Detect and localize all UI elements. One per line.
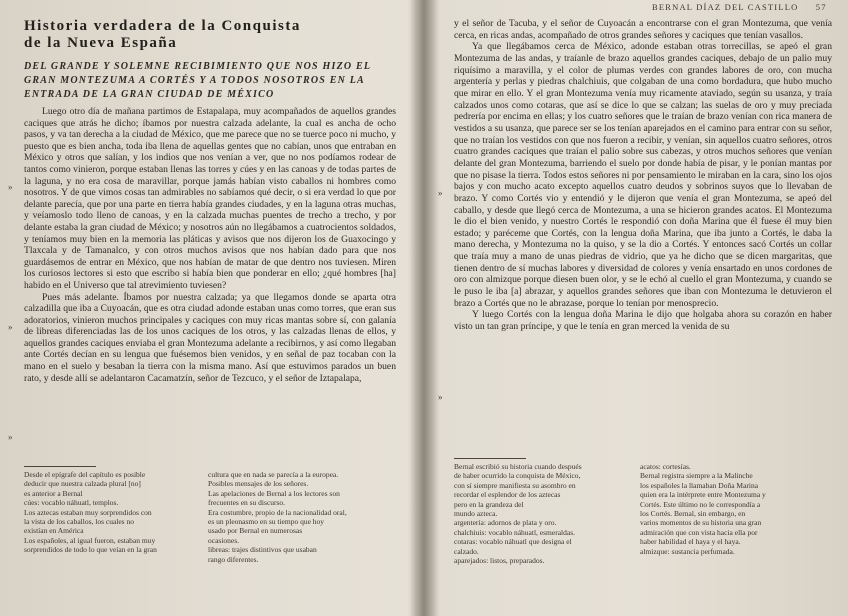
footnote-line: Desde el epígrafe del capítulo es posible bbox=[24, 470, 146, 479]
footnotes-column-1 bbox=[24, 470, 214, 555]
footnote-line: es un pleonasmo en su tiempo que hoy bbox=[208, 517, 325, 527]
margin-marker: » bbox=[8, 182, 13, 192]
footnote-rule bbox=[24, 466, 96, 467]
footnote-line: ocasiones. bbox=[208, 535, 240, 545]
footnote-line: Bernal escribió su historia cuando después bbox=[454, 462, 582, 471]
footnote-line: con sí siempre manifiesta su asombro en bbox=[454, 480, 576, 490]
margin-marker: » bbox=[8, 322, 13, 332]
footnote-line: de haber ocurrido la conquista de México, bbox=[454, 471, 581, 481]
footnotes-column-2 bbox=[208, 470, 398, 564]
footnote-line: Los españoles, al igual fueron, estaban muy bbox=[24, 535, 156, 545]
footnote-line: haber habilidad el haya y el haya. bbox=[640, 537, 741, 547]
footnote-line: almizque: sustancia perfumada. bbox=[640, 546, 735, 556]
footnote-line: existían en América bbox=[24, 526, 84, 536]
footnote-line: recordar el esplendor de los aztecas bbox=[454, 490, 561, 500]
running-head bbox=[652, 2, 832, 12]
book-gutter bbox=[410, 0, 438, 616]
footnote-line: Los aztecas estaban muy sorprendidos con bbox=[24, 507, 152, 517]
footnote-line: Bernal registra siempre a la Malinche bbox=[640, 471, 753, 481]
footnote-line: cultura que en nada se parecía a la europea. bbox=[208, 470, 339, 479]
footnote-line: es anterior a Bernal bbox=[24, 488, 83, 498]
right-body-text bbox=[454, 18, 832, 333]
paragraph: Luego otro día de mañana partimos de Estapalapa, muy acompañados de aquellos grandes caciques que atrás he dicho; íbamos por nuestra calzada adelante, la cual es ancha de ocho pasos, y va tan derecha a la ciudad de México, que me parece que no se tuerce poco ni mucho, y puesto que es bien ancha, toda iba llena de aquellas gentes que no cabían, unos que entraban en México y otros que salían, y los indios que nos venían a ver, que no nos podíamos rodear de tantos como vinieron, porque estaban llenas las torres y cúes y en las canoas y de todas partes de la laguna, y no era cosa de maravillar, porque jamás habían visto caballos ni hombres como nosotros. Y de que vimos cosas tan admirables no sabíamos qué decir, o si era verdad lo que por delante parecía, que por una parte en tierra había grandes ciudades, y en la laguna otras muchas, y veíamoslo todo lleno de canoas, y en la calzada muchas puentes de trecho a trecho, y por delante estaba la gran ciudad de México; y nosotros aún no llegábamos a cuatrocientos soldados, y teníamos muy bien en la memoria las pláticas y avisos que nos dijeron los de Guaxocingo y Tlaxcala y de Tamanalco, y con otros muchos avisos que nos habían dado para que nos guardásemos de entrar en México, que nos habían de matar de que dentro nos tuviesen. Miren los curiosos lectores si esto que escribo si había bien que ponderar en ello; ¿qué hombres [ha] habido en el Universo que tal atrevimiento tuviesen? bbox=[24, 106, 396, 291]
footnote-line: cúes: vocablo náhuatl, templos. bbox=[24, 498, 119, 508]
footnote-line: Las apelaciones de Bernal a los lectores son bbox=[208, 488, 340, 498]
footnote-line: rango diferentes. bbox=[208, 554, 259, 564]
footnote-line: varios momentos de su historia una gran bbox=[640, 518, 762, 528]
footnote-line: sorprendidos de todo lo que veían en la gran bbox=[24, 545, 157, 555]
footnote-line: la vista de los caballos, los cuales no bbox=[24, 517, 134, 527]
footnotes-column-2 bbox=[640, 462, 830, 556]
footnote-line: Posibles mensajes de los señores. bbox=[208, 479, 309, 489]
paragraph: Y luego Cortés con la lengua doña Marina le dijo que holgaba ahora su corazón en haber visto un tan gran príncipe, y que le tenía en gran merced la venida de su bbox=[454, 309, 832, 333]
subtitle-line: ENTRADA DE LA GRAN CIUDAD DE MÉXICO bbox=[24, 89, 275, 100]
footnote-line: cotaras: vocablo náhuatl que designa el bbox=[454, 537, 572, 547]
subtitle-line: GRAN MONTEZUMA A CORTÉS Y A TODOS NOSOTROS EN LA bbox=[24, 75, 365, 86]
footnote-line: admiración que con vista hacia ella por bbox=[640, 527, 758, 537]
footnote-line: aparejados: listos, preparados. bbox=[454, 556, 545, 566]
footnote-line: calzado. bbox=[454, 546, 479, 556]
footnote-line: usado por Bernal en numerosas bbox=[208, 526, 303, 536]
margin-marker: » bbox=[438, 392, 443, 402]
footnote-line: los españoles la llamaban Doña Marina bbox=[640, 480, 759, 490]
paragraph: Pues más adelante. Íbamos por nuestra calzada; ya que llegamos donde se aparta otra calzadilla que iba a Cuyoacán, que es otra ciudad adonde estaban unas como torres, que eran sus adoratorios, vinieron muchos principales y caciques con muy ricas mantas sobre sí, con galanía de libreas diferenciadas las de los unos caciques de los otros, y las calzadas llenas de ellos, y aquellos grandes caciques enviaba el gran Montezuma adelante a recibirnos, y así como llegaban ante Cortés decían en su lengua que fuésemos bien venidos, y en señal de paz tocaban con la mano en el suelo y besaban la tierra con la misma mano. Así que estuvimos parados un buen rato, y desde allí se adelantaron Cacamatzín, señor de Tezcuco, y el señor de Iztapalapa, bbox=[24, 291, 396, 384]
footnote-line: acatos: cortesías. bbox=[640, 462, 691, 471]
left-body-text bbox=[24, 106, 396, 384]
footnote-line: quien era la intérprete entre Montezuma y bbox=[640, 490, 766, 500]
paragraph: y el señor de Tacuba, y el señor de Cuyoacán a encontrarse con el gran Montezuma, que venía cerca, en ricas andas, acompañado de otros grandes señores y caciques que tenían vasallos. bbox=[454, 18, 832, 41]
subtitle-line: DEL GRANDE Y SOLEMNE RECIBIMIENTO QUE NOS HIZO EL bbox=[24, 61, 372, 72]
footnote-line: libreas: trajes distintivos que usaban bbox=[208, 545, 317, 555]
footnote-line: frecuentes en su discurso. bbox=[208, 498, 286, 508]
footnote-line: argentería: adornos de plata y oro. bbox=[454, 518, 557, 528]
footnote-line: chalchiuis: vocablo náhuatl, esmeraldas. bbox=[454, 527, 575, 537]
title-line: de la Nueva España bbox=[24, 35, 178, 51]
margin-marker: » bbox=[438, 188, 443, 198]
footnote-line: deducir que nuestra calzada plural [no] bbox=[24, 479, 141, 489]
footnote-line: Era costumbre, propio de la nacionalidad oral, bbox=[208, 507, 347, 517]
right-page bbox=[424, 0, 848, 616]
margin-marker: » bbox=[8, 432, 13, 442]
paragraph: Ya que llegábamos cerca de México, adonde estaban otras torrecillas, se apeó el gran Montezuma de las andas, y traíanle de brazo aquellos grandes caciques, debajo de un palio muy riquísimo a maravilla, y el color de plumas verdes con grandes labores de oro, con mucha argentería y perlas y piedras chalchiuis, que colgaban de una como bordadura, que hubo mucho que mirar en ello. Y el gran Montezuma venía muy ricamente ataviado, según su usanza, y traía calzados unos como cotaras, que así se dice lo que se calzan; las suelas de oro y muy preciada pedrería por encima en ellas; y los cuatro señores que le traían de brazo venían con rica manera de vestidos a su usanza, que parece ser se los tenían aparejados en el camino para entrar con su señor, que no traían los vestidos con que nos fueron a recibir, y venían, sin aquellos cuatro señores, otros cuatro grandes caciques que traían el palio sobre sus cabezas, y otros muchos señores que venían delante del gran Montezuma, barriendo el suelo por donde había de pisar, y le ponían mantas por que no pisase la tierra. Todos estos señores ni por pensamiento le miraban en la cara, sino los ojos bajos y con mucho acato excepto aquellos cuatro deudos y sobrinos suyos que lo llevaban de brazo. Y como Cortés vio y entendió y le dijeron que venía el gran Montezuma, se apeó del caballo, y desde que llegó cerca de Montezuma, a una se hicieron grandes acatos. El Montezuma le dio el bien venido, y nuestro Cortés le respondió con doña Marina que él fuese él muy bien estado; y paréceme que Cortés, con la lengua doña Marina, que iba junto a Cortés, le daba la mano derecha, y Montezuma no la quiso, y se la dio a Cortés. Y entonces sacó Cortés un collar que traía muy a mano de unas piedras de vidrio, que ya he dicho que se dicen margaritas, que tienen dentro de sí muchas labores y diversidad de colores y venía ensartado en unos cordones de oro con almizque porque diesen buen olor, y se le echó al cuello el gran Montezuma, y cuando se le puso le iba [a] abrazar, y aquellos grandes señores que iban con Montezuma le detuvieron el brazo a Cortés que no le abrazase, porque lo tenían por menosprecio. bbox=[454, 41, 832, 309]
chapter-title bbox=[24, 18, 384, 52]
footnote-line: pero en la grandeza del bbox=[454, 499, 524, 509]
page-number: 57 bbox=[815, 2, 827, 12]
footnote-line: mundo azteca. bbox=[454, 509, 498, 519]
footnote-line: Cortés. Este último no le correspondía a bbox=[640, 499, 761, 509]
chapter-subtitle bbox=[24, 60, 384, 102]
title-line: Historia verdadera de la Conquista bbox=[24, 18, 301, 34]
footnotes-column-1 bbox=[454, 462, 634, 565]
footnote-line: los Cortés. Bernal, sin embargo, en bbox=[640, 509, 746, 519]
footnote-rule bbox=[454, 458, 526, 459]
running-head-title: BERNAL DÍAZ DEL CASTILLO bbox=[652, 2, 799, 12]
